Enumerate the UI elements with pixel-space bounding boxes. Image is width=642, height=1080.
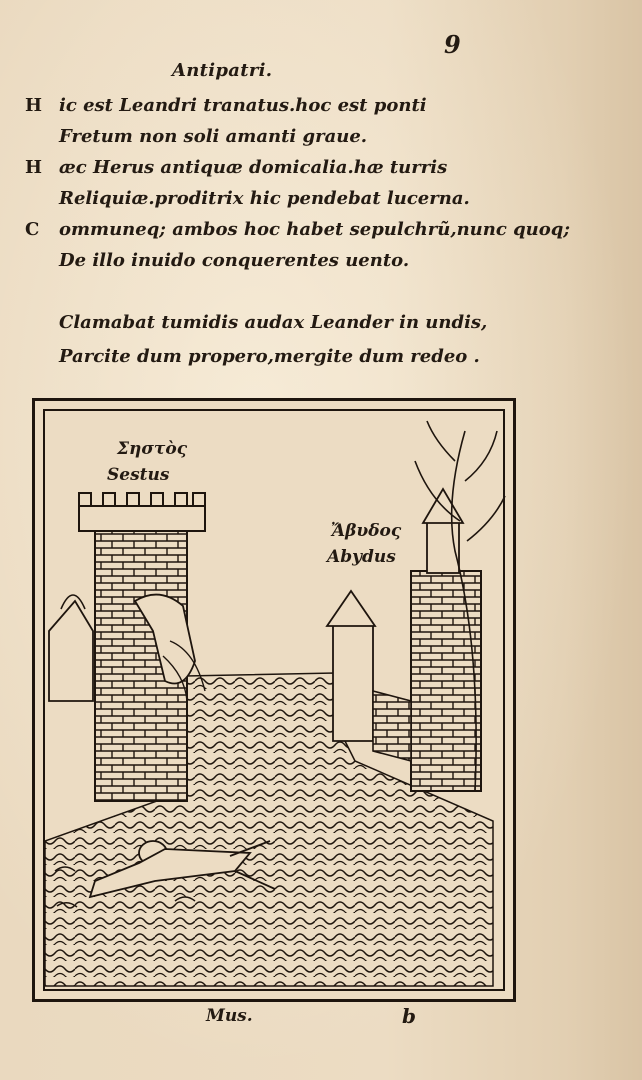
verse-line	[25, 90, 545, 121]
couplet-line: Parcite dum propero,mergite dum redeo .	[59, 346, 480, 367]
verse-line	[25, 245, 545, 276]
verse-line-text: Fretum non soli amanti graue.	[59, 126, 368, 147]
verse-line-text: æc Herus antiquæ domicalia.hæ turris	[59, 157, 448, 178]
verse-line-text: ic est Leandri tranatus.hoc est ponti	[59, 95, 427, 116]
verse-line	[25, 152, 545, 183]
woodcut-illustration	[32, 398, 516, 1002]
verse-line	[25, 183, 545, 214]
epigram-heading: Antipatri.	[172, 60, 273, 81]
couplet	[59, 306, 487, 374]
verse-line	[25, 214, 570, 245]
sestus-greek-label: Σηστὸς	[117, 439, 188, 459]
page-number: 9	[444, 30, 461, 59]
verse-initial: H	[25, 95, 43, 116]
verse-initial: C	[25, 219, 40, 240]
abydus-greek-label: Ἄβυδος	[331, 521, 402, 541]
signature-mark: Mus.	[206, 1006, 253, 1026]
abydus-latin-label: Abydus	[327, 547, 396, 567]
sestus-latin-label: Sestus	[107, 465, 170, 485]
verse-line-text: Reliquiæ.proditrix hic pendebat lucerna.	[59, 188, 470, 209]
epigram-verse	[25, 90, 570, 276]
verse-initial: H	[25, 157, 43, 178]
couplet-line: Clamabat tumidis audax Leander in undis,	[59, 312, 488, 333]
woodcut-drawing	[35, 401, 513, 999]
verse-line-text: De illo inuido conquerentes uento.	[59, 250, 410, 271]
verse-line-text: ommuneq; ambos hoc habet sepulchrũ,nunc quoq;	[59, 219, 570, 240]
verse-line	[25, 121, 545, 152]
catchword: b	[402, 1004, 416, 1028]
